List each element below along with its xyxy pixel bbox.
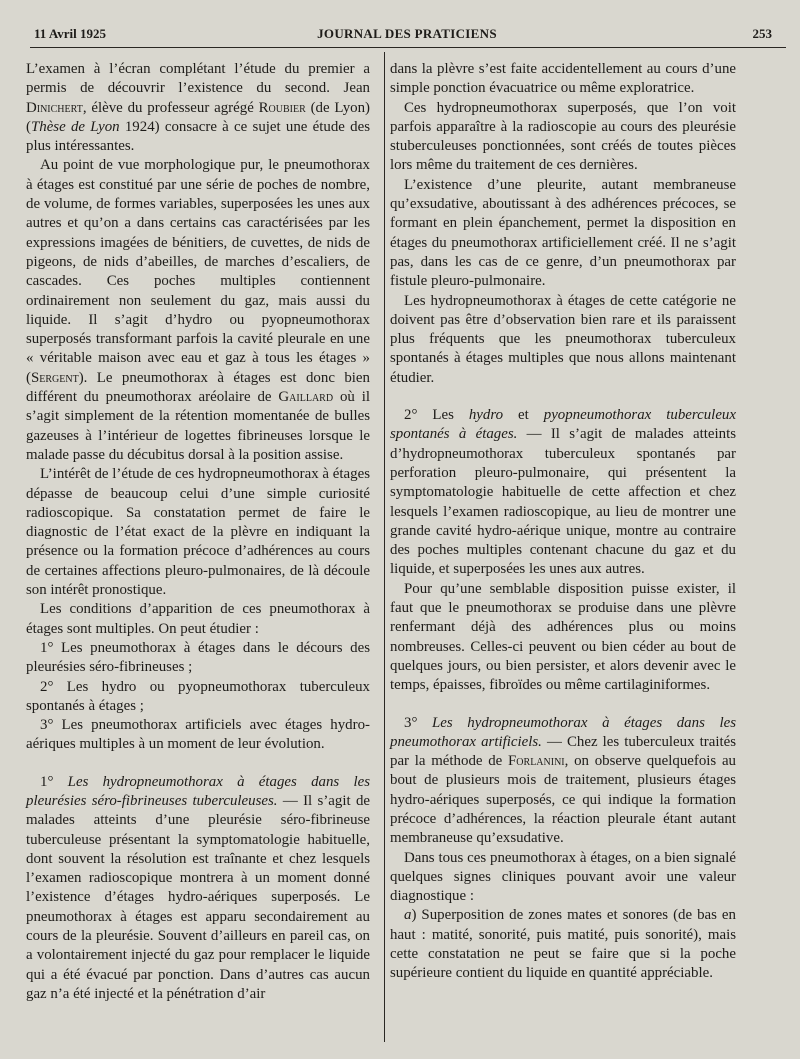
- paragraph: Pour qu’une semblable disposition puisse exister, il faut que le pneumothorax se produise dans une plèvre renfermant déjà des adhérences plus ou moins nombreuses. Celles-ci peuvent ou bien céder au bout de quelques jours, ou bien persister, et alors devenir avec le temps, épaisses, fibroïdes ou même cartilaginiformes.: [390, 580, 736, 694]
- author-name: Roubier: [258, 99, 306, 116]
- header-date: 11 Avril 1925: [34, 26, 106, 41]
- paragraph: Les hydropneumothorax à étages de cette catégorie ne doivent pas être d’observation bien rare et ils paraissent plus fréquents que les pneumothorax tuberculeux spontanés à étages multiples que nous allons maintenant étudier.: [390, 292, 736, 386]
- column-divider: [384, 52, 385, 1042]
- section-paragraph: 1° Les hydropneumothorax à étages dans les pleurésies séro-fibrineuses tuberculeuses. — Il s’agit de malades atteints d’une pleurésie séro-fibrineuse tuberculeuse présentant la symptomatologie habituelle, dont souvent la résolution est traînante et chez lesquels l’examen radioscopique montrera à un moment donné l’existence d’étages hydro-aériques superposés. Le pneumothorax à étages est apparu secondairement au cours de la pleurésie. Souvent d’ailleurs en pareil cas, on a volontairement injecté du gaz pour remplacer le liquide qui a été évacué par ponction. Dans d’autres cas aucun gaz n’a été injecté et la pénétration d’air: [26, 773, 371, 1002]
- list-item: 1° Les pneumothorax à étages dans le décours des pleurésies séro-fibrineuses ;: [26, 639, 370, 676]
- paragraph: Au point de vue morphologique pur, le pneumothorax à étages est constitué par une série de poches de nombre, de volume, de formes variables, superposées les unes aux autres et qu’on a dans certains cas caractérisées par les expressions imagées de bénitiers, de cuvettes, de nids de pigeons, de nids d’abeilles, de marches d’escaliers, de cascades. Ces poches multiples contiennent ordinairement non seulement du gaz, mais aussi du liquide. Il s’agit d’hydro ou pyopneumothorax superposés transformant parfois la cavité pleurale en une « véritable maison avec eau et gaz à tous les étages » (Sergent). Le pneumothorax à étages est donc bien différent du pneumothorax aréolaire de Gaillard où il s’agit simplement de la rétention momentanée de bulles gazeuses à l’intérieur de logettes fibrineuses lorsque le malade passe du décubitus dorsal à la position assise.: [26, 157, 370, 463]
- section-title: Les hydropneumothorax à étages dans les pneumothorax artificiels.: [390, 714, 737, 750]
- section-title: pyopneumothorax tuberculeux spontanés à étages.: [390, 407, 736, 443]
- paragraph: Dans tous ces pneumothorax à étages, on a bien signalé quelques signes cliniques pouvant avoir une valeur diagnostique :: [390, 849, 736, 905]
- right-column: [390, 60, 736, 984]
- header-rule: [30, 47, 786, 48]
- paragraph: L’examen à l’écran complétant l’étude du premier a permis de découvrir l’existence du second. Jean Dinichert, élève du professeur agrégé Roubier (de Lyon) (Thèse de Lyon 1924) consacre à ce sujet une étude des plus intéressantes.: [26, 61, 370, 155]
- list-item: a) Superposition de zones mates et sonores (de bas en haut : matité, sonorité, puis matité, puis sonorité), mais cette constatation ne peut se faire que si la poche supérieure contient du liquide en quantité appréciable.: [390, 907, 736, 982]
- paragraph: L’intérêt de l’étude de ces hydropneumothorax à étages dépasse de beaucoup celui d’une simple curiosité radioscopique. Sa constatation permet de faire le diagnostic de l’état exact de la plèvre en indiquant la présence ou la formation précoce d’adhérences au cours de certaines affections pleuro-pulmonaires, de là découle son intérêt pronostique.: [26, 466, 370, 599]
- section-paragraph: 2° Les hydro et pyopneumothorax tuberculeux spontanés à étages. — Il s’agit de malades atteints d’hydropneumothorax tuberculeux spontanés par perforation pleuro-pulmonaire, qui présentent la symptomatologie habituelle de cette affection et chez lesquels l’examen radioscopique, au lieu de montrer une grande cavité hydro-aérique unique, montre au contraire des poches multiples contenant chacune du gaz et du liquide, et superposées les unes aux autres.: [390, 407, 736, 578]
- section-title: Les hydropneumothorax à étages dans les pleurésies séro-fibrineuses tuberculeuses.: [26, 773, 371, 809]
- list-item: 2° Les hydro ou pyopneumothorax tuberculeux spontanés à étages ;: [26, 678, 370, 714]
- header-page-number: 253: [752, 26, 772, 41]
- author-name: Sergent: [30, 369, 79, 386]
- section-gap: [390, 388, 736, 406]
- author-name: Forlanini: [508, 753, 565, 770]
- section-title: hydro: [468, 407, 504, 424]
- paragraph: Les conditions d’apparition de ces pneumothorax à étages sont multiples. On peut étudier :: [26, 601, 370, 637]
- header-journal-title: JOURNAL DES PRATICIENS: [317, 26, 497, 41]
- paragraph: dans la plèvre s’est faite accidentellement au cours d’une simple ponction évacuatrice ou même exploratrice.: [390, 61, 736, 97]
- section-gap: [390, 696, 736, 714]
- section-paragraph: 3° Les hydropneumothorax à étages dans les pneumothorax artificiels. — Chez les tuberculeux traités par la méthode de Forlanini, on observe quelquefois au bout de plusieurs mois de traitement, plusieurs étages hydro-aériques superposés, ce qui indique la formation précoce d’adhérences, la réaction pleurale étant autant membraneuse qu’exsudative.: [390, 714, 737, 847]
- left-column: [26, 60, 370, 1004]
- author-name: Gaillard: [278, 389, 334, 406]
- author-name: Dinichert: [26, 99, 83, 116]
- paragraph: L’existence d’une pleurite, autant membraneuse qu’exsudative, aboutissant à des adhérences précoces, se formant en plein épanchement, permet la disposition en étages du pneumothorax artificiellement créé. Il ne s’agit pas, dans les cas de ce genre, d’un pneumothorax par fistule pleuro-pulmonaire.: [390, 176, 736, 290]
- section-gap: [26, 755, 370, 773]
- paragraph: Ces hydropneumothorax superposés, que l’on voit parfois apparaître à la radioscopie au cours des pleurésie stuberculeuses ponctionnées, sont créés de toutes pièces lors même du traitement de ces dernières.: [390, 99, 736, 174]
- thesis-reference: Thèse de Lyon: [30, 118, 120, 135]
- list-item: 3° Les pneumothorax artificiels avec étages hydro-aériques multiples à un moment de leur évolution.: [26, 717, 370, 753]
